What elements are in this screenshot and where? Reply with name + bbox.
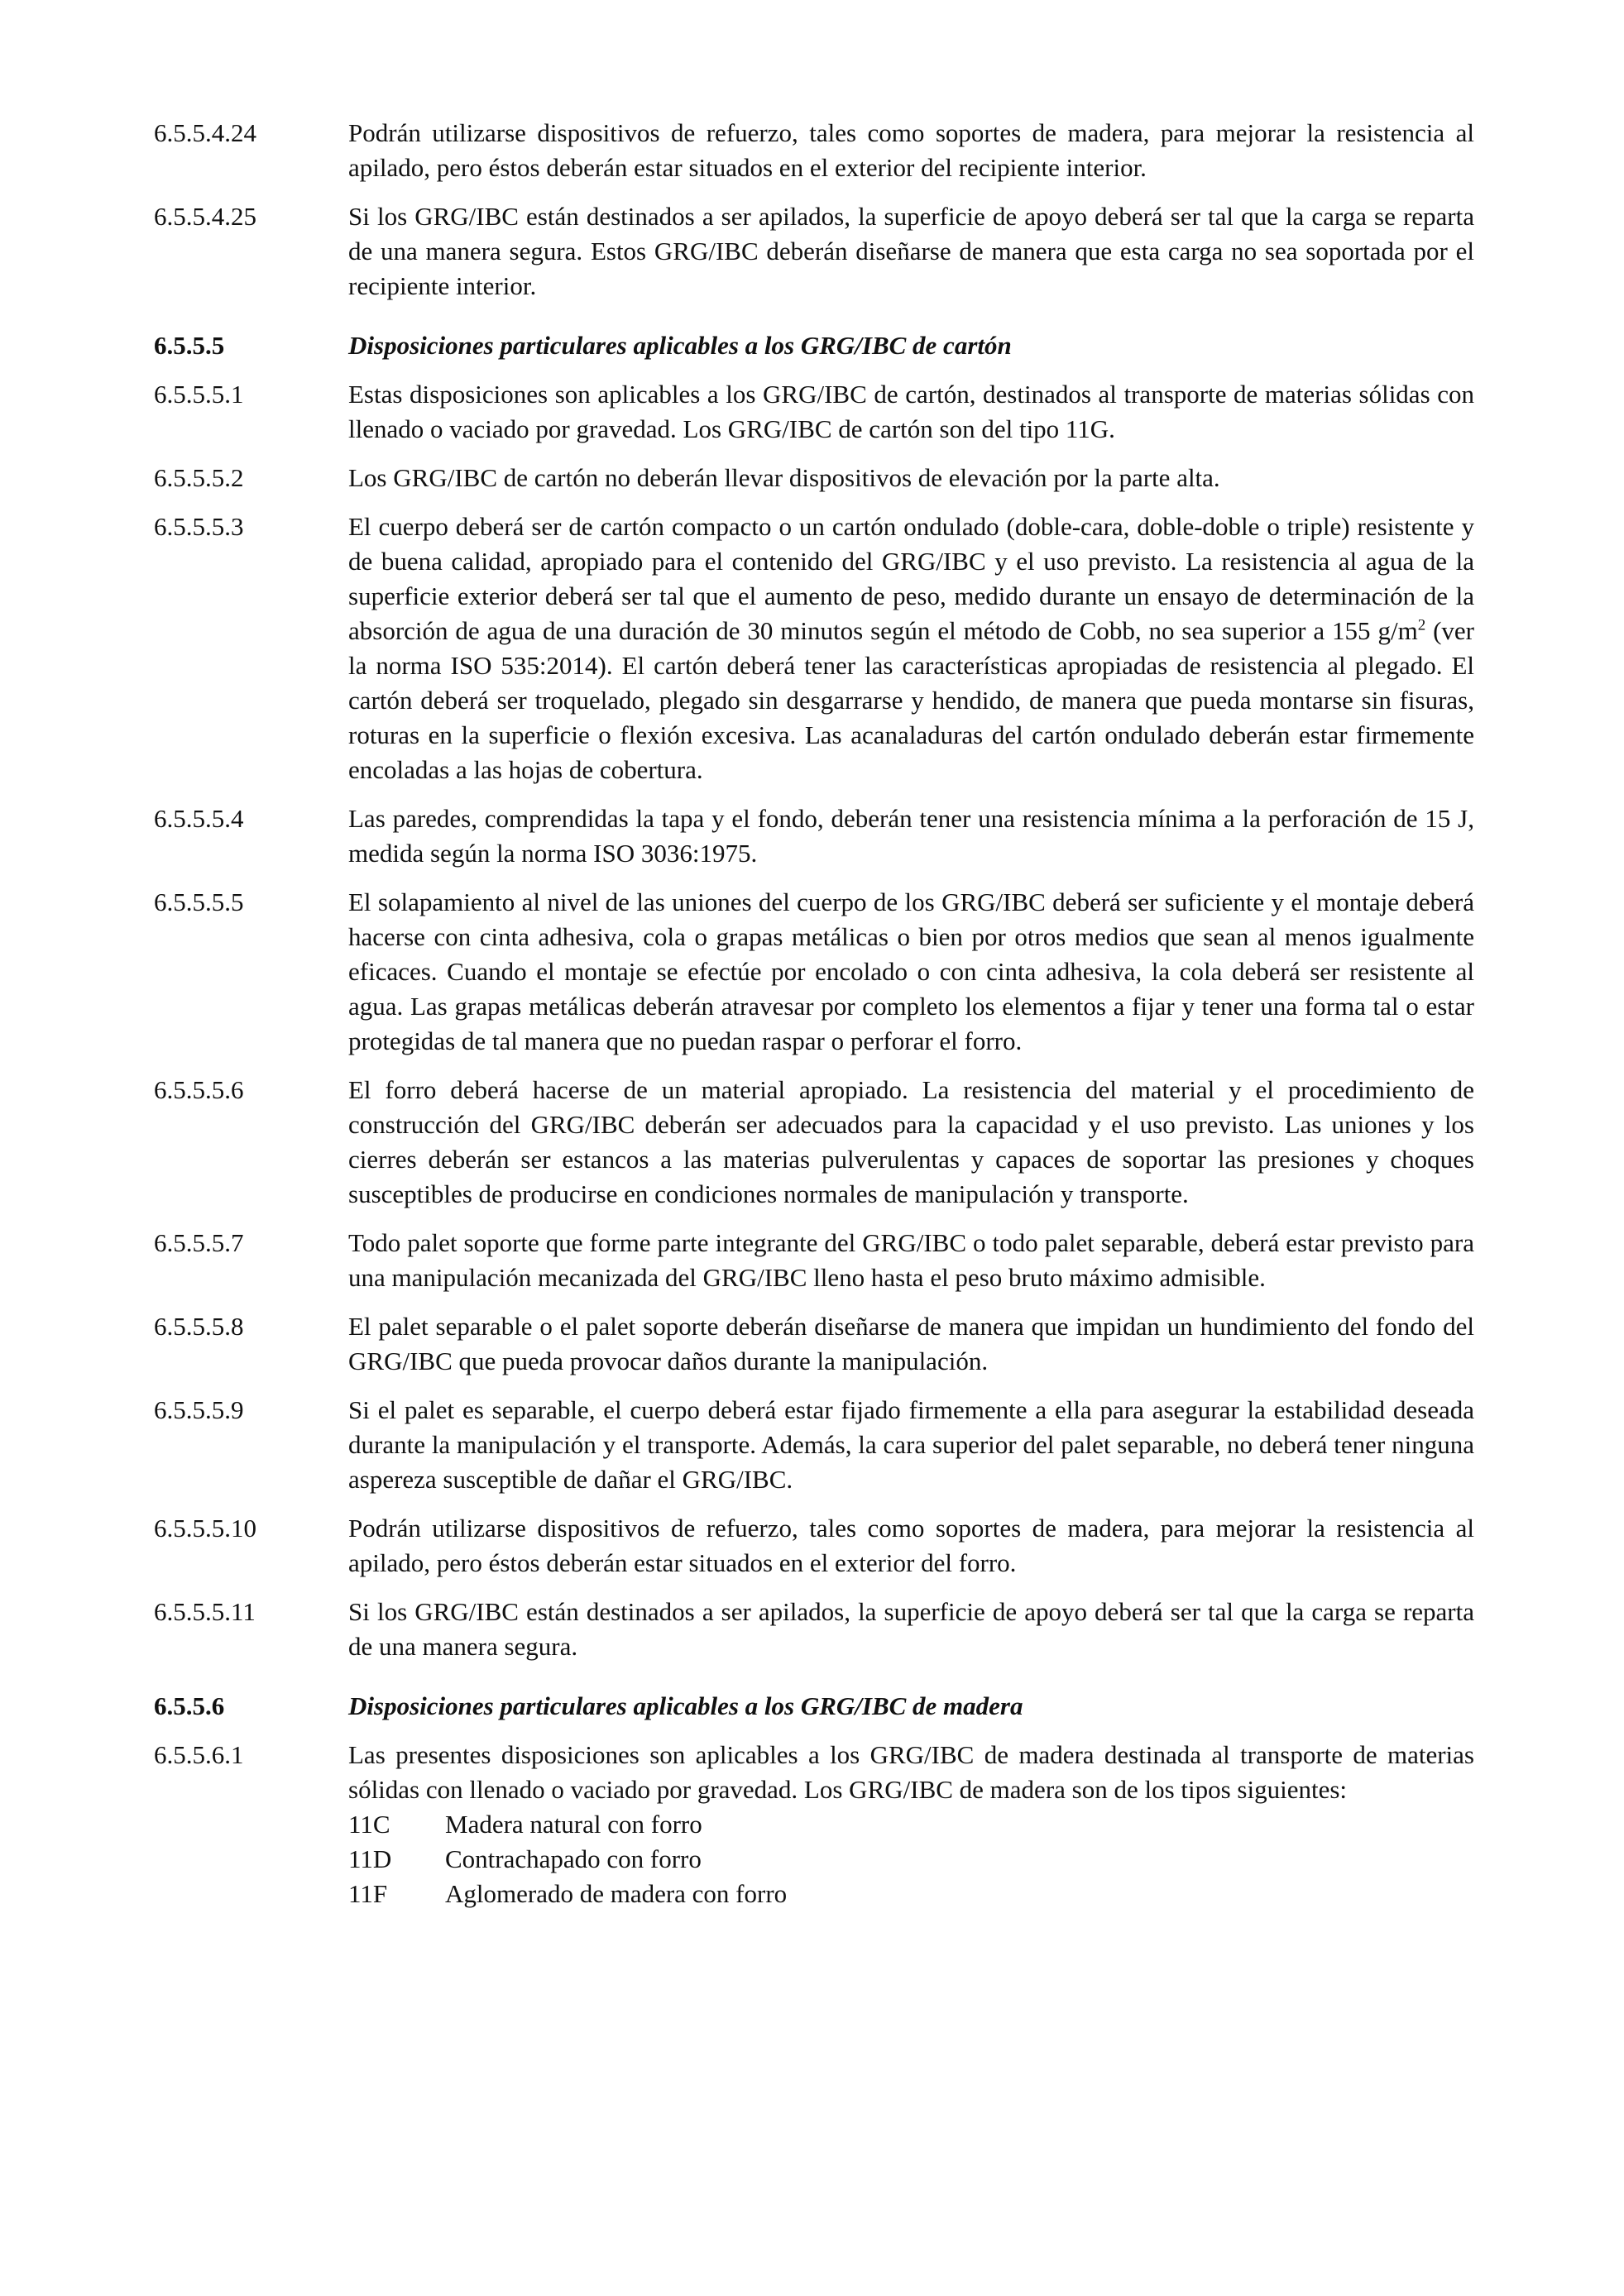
paragraph-number: 6.5.5.5.7 <box>154 1228 244 1257</box>
superscript: 2 <box>1417 616 1426 634</box>
paragraph-text: Los GRG/IBC de cartón no deberán llevar dispositivos de elevación por la parte alta. <box>348 463 1220 492</box>
paragraph-text: Si el palet es separable, el cuerpo deberá estar fijado firmemente a ella para asegurar la estabilidad deseada durante la manipulación y el transporte. Además, la cara superior del palet separable, no deberá tener ninguna aspereza susceptible de dañar el GRG/IBC. <box>348 1395 1474 1494</box>
paragraph-text: Si los GRG/IBC están destinados a ser apilados, la superficie de apoyo deberá ser tal que la carga se reparta de una manera segura. Estos GRG/IBC deberán diseñarse de manera que esta carga no sea soportada por el recipiente interior. <box>348 202 1474 300</box>
paragraph-text: El forro deberá hacerse de un material apropiado. La resistencia del material y el procedimiento de construcción del GRG/IBC deberán ser adecuados para la capacidad y el uso previsto. Las uniones y los cierres deberán ser estancos a las materias pulverulentas y capaces de soportar las presiones y choques susceptibles de producirse en condiciones normales de manipulación y transporte. <box>348 1075 1474 1208</box>
type-list <box>348 1807 1474 1911</box>
paragraph-6-5-5-5-2 <box>154 461 1474 495</box>
paragraph-text-part: El cuerpo deberá ser de cartón compacto o un cartón ondulado (doble-cara, doble-doble o triple) resistente y de buena calidad, apropiado para el contenido del GRG/IBC y el uso previsto. La resistencia al agua de la superficie exterior deberá ser tal que el aumento de peso, medido durante un ensayo de determinación de la absorción de agua de una duración de 30 minutos según el método de Cobb, no sea superior a 155 g/m <box>348 512 1474 645</box>
type-description: Madera natural con forro <box>445 1810 702 1839</box>
paragraph-6-5-5-6-1 <box>154 1738 1474 1911</box>
paragraph-6-5-5-5-6 <box>154 1073 1474 1212</box>
section-number: 6.5.5.5 <box>154 331 225 360</box>
paragraph-number: 6.5.5.4.25 <box>154 202 256 231</box>
paragraph-number: 6.5.5.5.8 <box>154 1312 244 1341</box>
paragraph-6-5-5-4-25 <box>154 199 1474 304</box>
paragraph-number: 6.5.5.5.1 <box>154 380 244 409</box>
section-title: Disposiciones particulares aplicables a los GRG/IBC de madera <box>348 1691 1023 1720</box>
document-page <box>154 116 1474 1925</box>
paragraph-6-5-5-5-11 <box>154 1595 1474 1664</box>
paragraph-text: Podrán utilizarse dispositivos de refuerzo, tales como soportes de madera, para mejorar la resistencia al apilado, pero éstos deberán estar situados en el exterior del recipiente interior. <box>348 118 1474 182</box>
section-heading-6-5-5-5 <box>154 328 1474 363</box>
paragraph-6-5-5-5-9 <box>154 1393 1474 1497</box>
paragraph-number: 6.5.5.5.11 <box>154 1597 256 1626</box>
paragraph-number: 6.5.5.5.10 <box>154 1514 256 1543</box>
paragraph-text: Todo palet soporte que forme parte integrante del GRG/IBC o todo palet separable, deberá estar previsto para una manipulación mecanizada del GRG/IBC lleno hasta el peso bruto máximo admisible. <box>348 1228 1474 1292</box>
paragraph-6-5-5-5-1 <box>154 377 1474 447</box>
paragraph-text: Estas disposiciones son aplicables a los GRG/IBC de cartón, destinados al transporte de materias sólidas con llenado o vaciado por gravedad. Los GRG/IBC de cartón son del tipo 11G. <box>348 380 1474 443</box>
section-heading-6-5-5-6 <box>154 1689 1474 1724</box>
paragraph-6-5-5-5-5 <box>154 885 1474 1059</box>
type-code: 11D <box>348 1844 392 1873</box>
section-title: Disposiciones particulares aplicables a los GRG/IBC de cartón <box>348 331 1012 360</box>
paragraph-number: 6.5.5.4.24 <box>154 118 256 147</box>
type-description: Contrachapado con forro <box>445 1844 702 1873</box>
type-code: 11C <box>348 1810 390 1839</box>
paragraph-number: 6.5.5.5.3 <box>154 512 244 541</box>
type-description: Aglomerado de madera con forro <box>445 1879 788 1908</box>
paragraph-text <box>348 509 1474 787</box>
paragraph-text: Las paredes, comprendidas la tapa y el fondo, deberán tener una resistencia mínima a la perforación de 15 J, medida según la norma ISO 3036:1975. <box>348 804 1474 868</box>
paragraph-6-5-5-5-7 <box>154 1226 1474 1295</box>
paragraph-text: El palet separable o el palet soporte deberán diseñarse de manera que impidan un hundimiento del fondo del GRG/IBC que pueda provocar daños durante la manipulación. <box>348 1312 1474 1375</box>
paragraph-text: Si los GRG/IBC están destinados a ser apilados, la superficie de apoyo deberá ser tal que la carga se reparta de una manera segura. <box>348 1597 1474 1661</box>
paragraph-6-5-5-5-10 <box>154 1511 1474 1581</box>
paragraph-6-5-5-5-8 <box>154 1309 1474 1379</box>
paragraph-number: 6.5.5.5.2 <box>154 463 244 492</box>
type-code: 11F <box>348 1879 388 1908</box>
paragraph-text: El solapamiento al nivel de las uniones del cuerpo de los GRG/IBC deberá ser suficiente y el montaje deberá hacerse con cinta adhesiva, cola o grapas metálicas o bien por otros medios que sean al menos igualmente eficaces. Cuando el montaje se efectúe por encolado o con cinta adhesiva, la cola deberá ser resistente al agua. Las grapas metálicas deberán atravesar por completo los elementos a fijar y tener una forma tal o estar protegidas de tal manera que no puedan raspar o perforar el forro. <box>348 887 1474 1055</box>
type-list-item <box>348 1877 1474 1911</box>
type-list-item <box>348 1807 1474 1842</box>
paragraph-6-5-5-4-24 <box>154 116 1474 185</box>
paragraph-number: 6.5.5.5.6 <box>154 1075 244 1104</box>
paragraph-number: 6.5.5.5.4 <box>154 804 244 833</box>
paragraph-number: 6.5.5.5.9 <box>154 1395 244 1424</box>
paragraph-number: 6.5.5.5.5 <box>154 887 244 916</box>
paragraph-text: Las presentes disposiciones son aplicables a los GRG/IBC de madera destinada al transporte de materias sólidas con llenado o vaciado por gravedad. Los GRG/IBC de madera son de los tipos siguientes: <box>348 1740 1474 1804</box>
paragraph-body <box>348 1738 1474 1911</box>
paragraph-number: 6.5.5.6.1 <box>154 1740 244 1769</box>
paragraph-6-5-5-5-3 <box>154 509 1474 787</box>
paragraph-text-part: (ver la norma ISO 535:2014). El cartón deberá tener las características apropiadas de resistencia al plegado. El cartón deberá ser troquelado, plegado sin desgarrarse y hendido, de manera que pueda montarse sin fisuras, roturas en la superficie o flexión excesiva. Las acanaladuras del cartón ondulado deberán estar firmemente encoladas a las hojas de cobertura. <box>348 616 1475 784</box>
paragraph-6-5-5-5-4 <box>154 801 1474 871</box>
paragraph-text: Podrán utilizarse dispositivos de refuerzo, tales como soportes de madera, para mejorar la resistencia al apilado, pero éstos deberán estar situados en el exterior del forro. <box>348 1514 1474 1577</box>
type-list-item <box>348 1842 1474 1877</box>
section-number: 6.5.5.6 <box>154 1691 225 1720</box>
